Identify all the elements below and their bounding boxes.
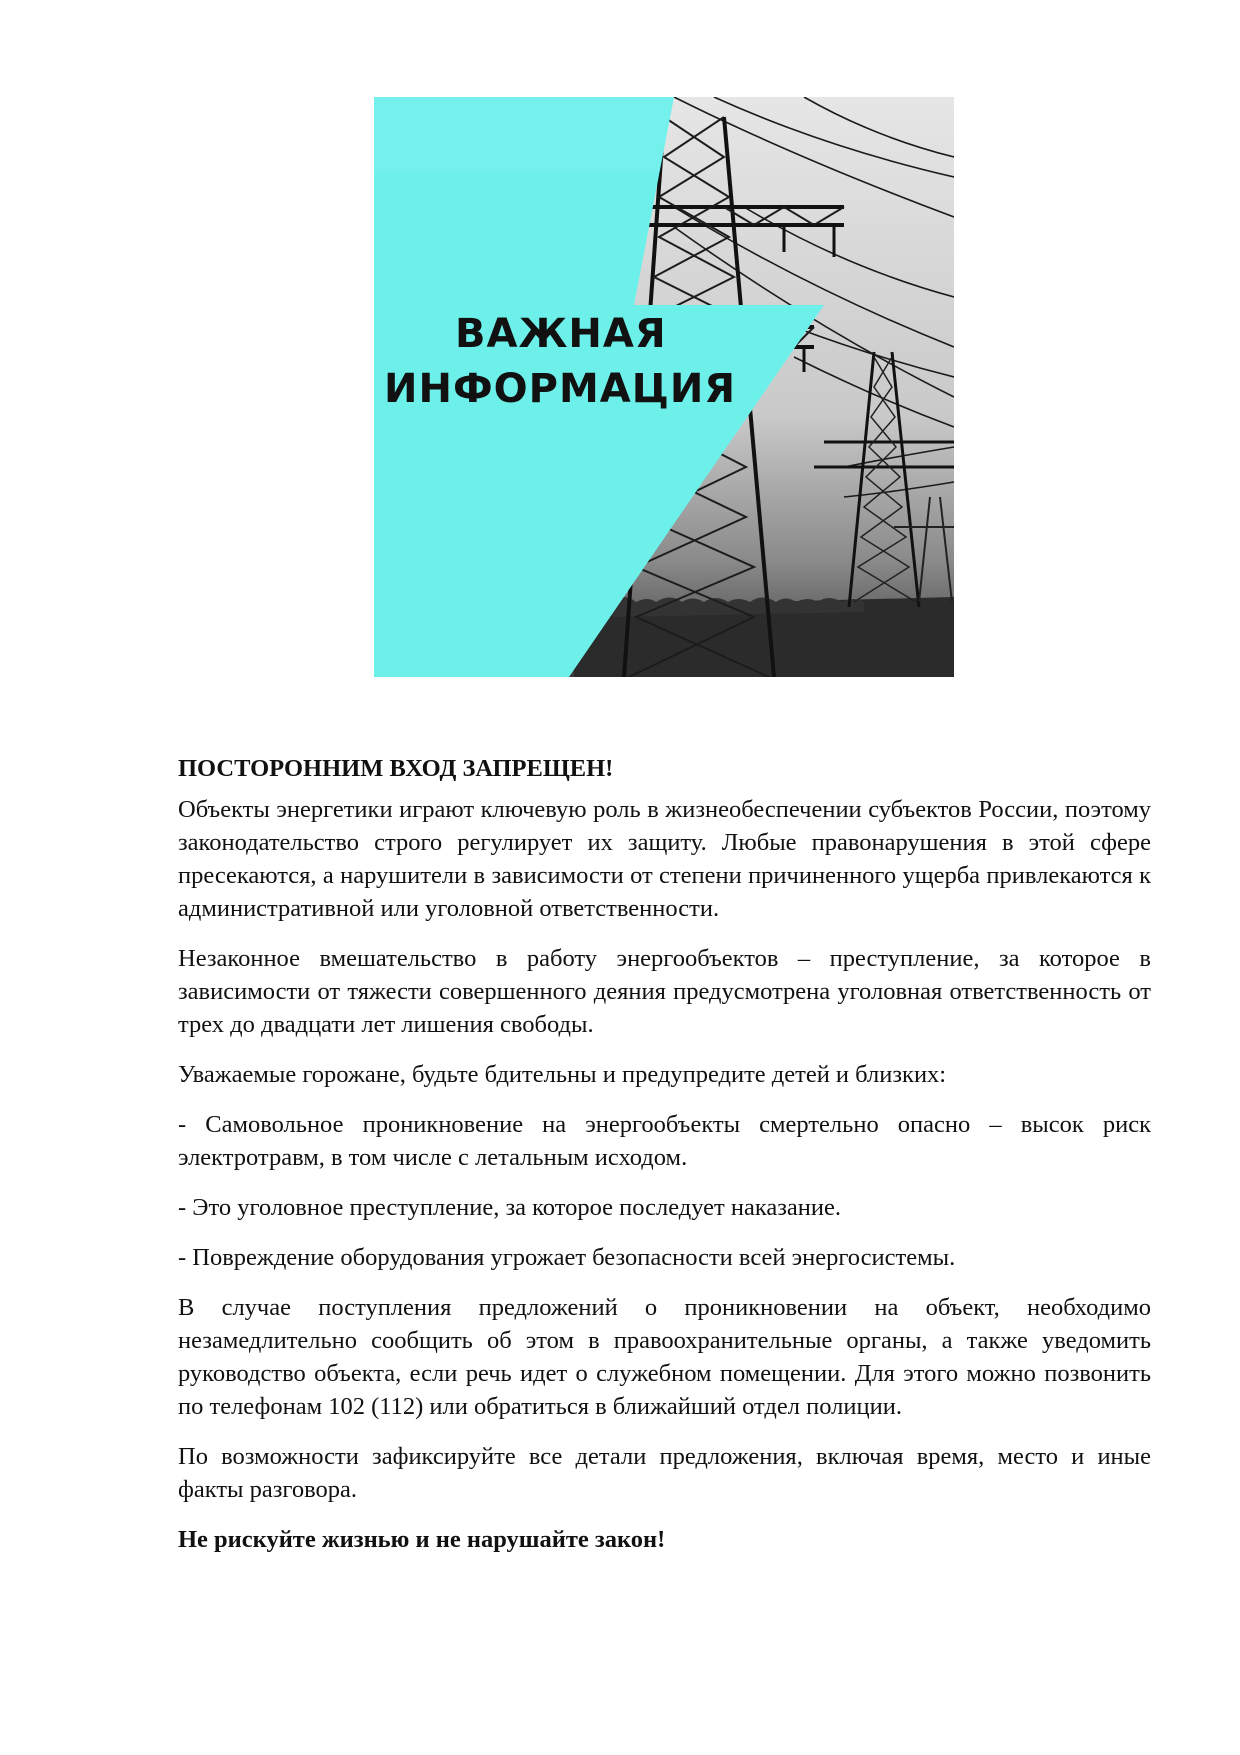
article-heading: ПОСТОРОННИМ ВХОД ЗАПРЕЩЕН! <box>178 755 614 782</box>
banner-title-line1: ВАЖНАЯ <box>455 311 667 357</box>
article-paragraph: В случае поступления предложений о проникновении на объект, необходимо незамедлительно сообщить об этом в правоохранительные органы, а также уведомить руководство объекта, если речь идет о служебном помещении. Для этого можно позвонить по телефонам 102 (112) или обратиться в ближайший отдел полиции. <box>178 1294 1151 1420</box>
article-list-item: - Самовольное проникновение на энергообъекты смертельно опасно – высок риск электротравм, в том числе с летальным исходом. <box>178 1111 1151 1171</box>
article-paragraph: Незаконное вмешательство в работу энергообъектов – преступление, за которое в зависимости от тяжести совершенного деяния предусмотрена уголовная ответственность от трех до двадцати лет лишения свободы. <box>178 945 1151 1038</box>
banner-title-line2: ИНФОРМАЦИЯ <box>384 366 737 412</box>
article <box>178 752 1151 1556</box>
important-info-banner <box>374 97 954 677</box>
article-list-item: - Повреждение оборудования угрожает безопасности всей энергосистемы. <box>178 1244 956 1271</box>
article-paragraph: Объекты энергетики играют ключевую роль в жизнеобеспечении субъектов России, поэтому законодательство строго регулирует их защиту. Любые правонарушения в этой сфере пресекаются, а нарушители в зависимости от степени причиненного ущерба привлекаются к административной или уголовной ответственности. <box>178 796 1151 922</box>
article-list-item: - Это уголовное преступление, за которое последует наказание. <box>178 1194 842 1221</box>
article-paragraph: Уважаемые горожане, будьте бдительны и предупредите детей и близких: <box>178 1061 947 1088</box>
article-closing: Не рискуйте жизнью и не нарушайте закон! <box>178 1526 666 1553</box>
article-paragraph: По возможности зафиксируйте все детали предложения, включая время, место и иные факты разговора. <box>178 1443 1151 1503</box>
